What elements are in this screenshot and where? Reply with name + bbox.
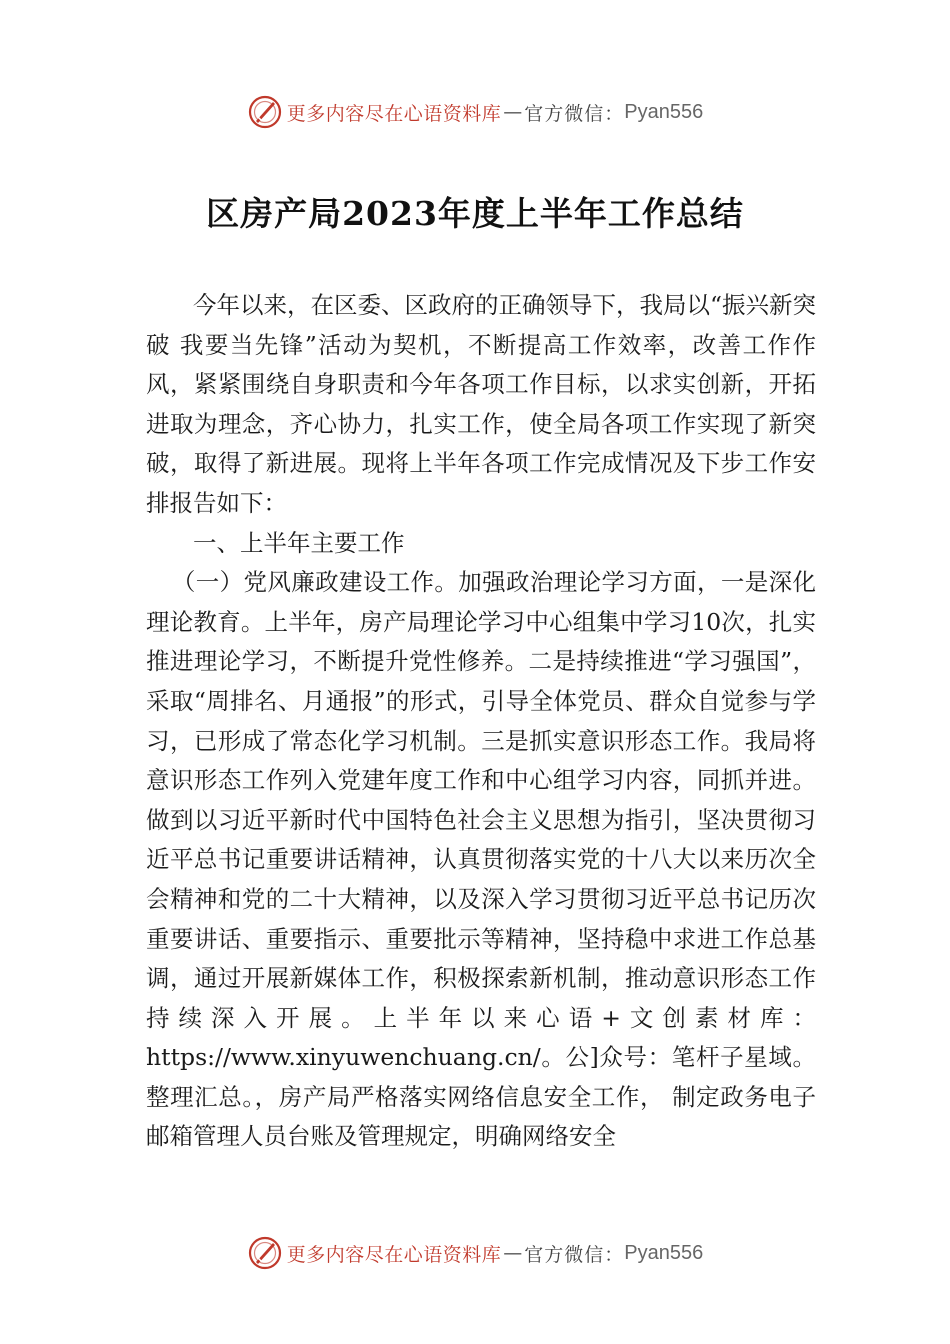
watermark-lead-text: 更多内容尽在心语资料库	[286, 1243, 502, 1266]
watermark-label: 官方微信：	[524, 102, 625, 125]
section-heading: 一、上半年主要工作	[193, 528, 405, 557]
watermark-wechat-id: Pyan556	[624, 1241, 704, 1264]
section-paragraph: （一）党风廉政建设工作。加强政治理论学习方面，一是深化理论教育。上半年，房产局理论学习中心组集中学习10次，扎实推进理论学习，不断提升党性修养。二是持续推进“学习强国”，采取“周排名、月通报”的形式，引导全体党员、群众自觉参与学习，已形成了常态化学习机制。三是抓实意识形态工作。我局将意识形态工作列入党建年度工作和中心组学习内容，同抓并进。做到以习近平新时代中国特色社会主义思想为指引，坚决贯彻习近平总书记重要讲话精神，认真贯彻落实党的十八大以来历次全会精神和党的二十大精神，以及深入学习贯彻习近平总书记历次重要讲话、重要指示、重要批示等精神，坚持稳中求进工作总基调，通过开展新媒体工作，积极探索新机制，推动意识形态工作持续深入开展。上半年以来心语+文创素材库：https://www.xinyuwenchuang.cn/。公]众号：笔杆子星域。整理汇总。，房产局严格落实网络信息安全工作， 制定政务电子邮箱管理人员台账及管理规定，明确网络安全	[146, 568, 816, 1151]
quill-logo-icon	[247, 94, 283, 130]
intro-paragraph: 今年以来，在区委、区政府的正确领导下，我局以“振兴新突破 我要当先锋”活动为契机，不断提高工作效率，改善工作作风，紧紧围绕自身职责和今年各项工作目标，以求实创新，开拓进取为理念，齐心协力，扎实工作，使全局各项工作实现了新突破，取得了新进展。现将上半年各项工作完成情况及下步工作安排报告如下：	[146, 291, 817, 517]
document-body	[146, 286, 816, 1157]
footer-watermark	[0, 1233, 950, 1273]
watermark-wechat-id: Pyan556	[624, 100, 704, 123]
document-title: 区房产局2023年度上半年工作总结	[206, 194, 744, 233]
watermark-label: 官方微信：	[524, 1243, 625, 1266]
header-watermark	[0, 92, 950, 132]
watermark-dash: —	[503, 1242, 523, 1264]
quill-logo-icon	[247, 1235, 283, 1271]
watermark-lead-text: 更多内容尽在心语资料库	[286, 102, 502, 125]
watermark-dash: —	[503, 101, 523, 123]
